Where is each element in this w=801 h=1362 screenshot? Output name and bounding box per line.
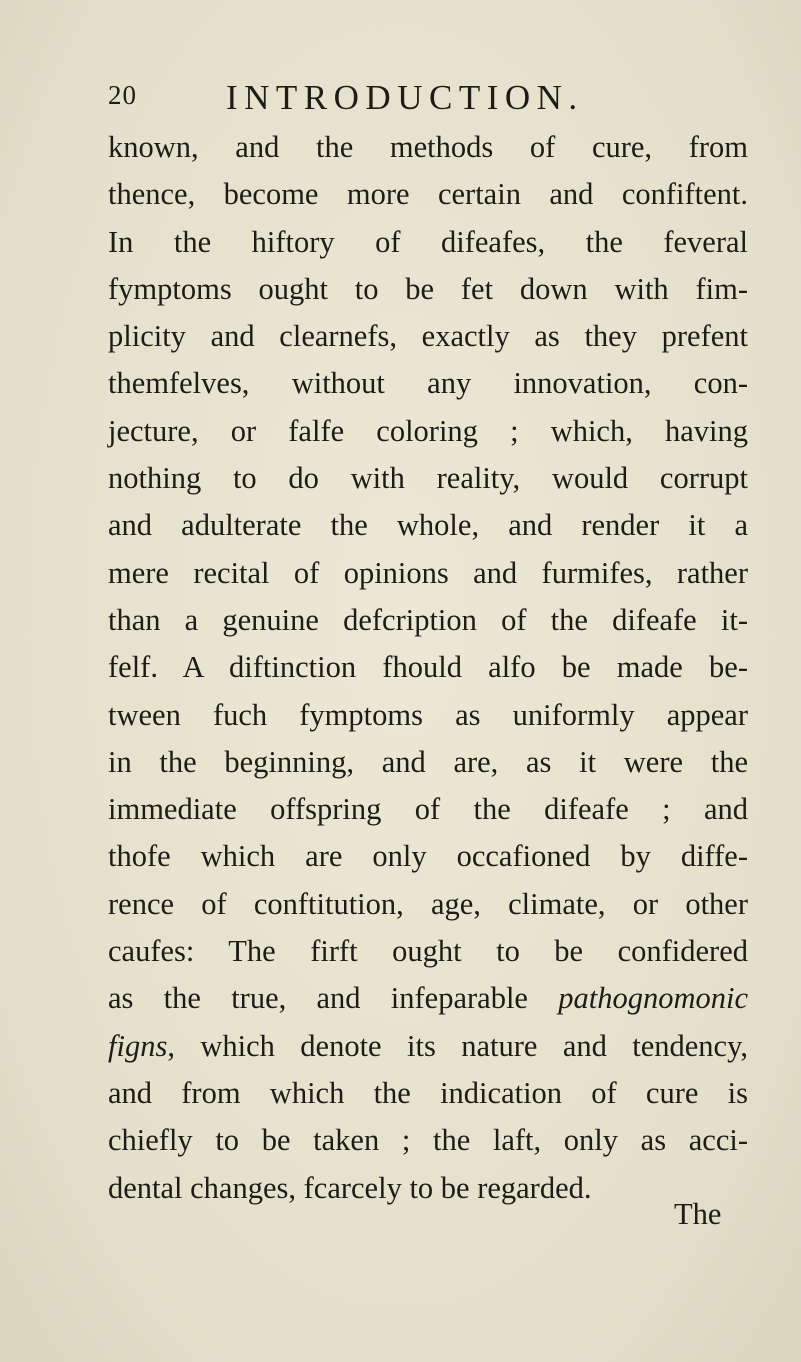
line-rest: , which denote its nature and tendency,: [167, 1028, 748, 1063]
body-text: [108, 124, 758, 1212]
line-start: as the true, and infeparable: [108, 981, 528, 1016]
text-line: rence of conftitution, age, climate, or other: [108, 886, 748, 921]
catchword: The: [674, 1197, 722, 1231]
text-line: and adulterate the whole, and render it a: [108, 508, 748, 543]
text-line: and from which the indication of cure is: [108, 1075, 748, 1110]
text-line: thence, become more certain and confiftent.: [108, 177, 748, 212]
italic-term: figns: [108, 1028, 168, 1063]
text-line-with-italic: [108, 975, 748, 1022]
text-line: tween fuch fymptoms as uniformly appear: [108, 697, 748, 732]
text-line: caufes: The firft ought to be confidered: [108, 934, 748, 969]
text-line-with-italic: [108, 1023, 748, 1070]
text-line: plicity and clearnefs, exactly as they prefent: [108, 319, 748, 354]
page-number: 20: [108, 80, 137, 110]
text-line: in the beginning, and are, as it were the: [108, 744, 748, 779]
text-line: In the hiftory of difeafes, the feveral: [108, 224, 748, 259]
text-line: themfelves, without any innovation, con-: [108, 366, 748, 401]
text-line: felf. A diftinction fhould alfo be made be-: [108, 650, 748, 685]
text-line: nothing to do with reality, would corrupt: [108, 461, 748, 496]
italic-term: pathognomonic: [558, 981, 748, 1016]
text-line: mere recital of opinions and furmifes, rather: [108, 555, 748, 590]
text-line: thofe which are only occafioned by diffe-: [108, 839, 748, 874]
text-line: immediate offspring of the difeafe ; and: [108, 792, 748, 827]
text-line: than a genuine defcription of the difeafe it-: [108, 602, 748, 637]
text-line: chiefly to be taken ; the laft, only as acci-: [108, 1123, 748, 1158]
running-head: INTRODUCTION.: [226, 78, 584, 117]
text-line: known, and the methods of cure, from: [108, 130, 748, 164]
text-line: fymptoms ought to be fet down with fim-: [108, 271, 748, 306]
page-header: [108, 78, 748, 118]
text-line: dental changes, fcarcely to be regarded.: [108, 1170, 592, 1205]
text-line: jecture, or falfe coloring ; which, having: [108, 413, 748, 448]
